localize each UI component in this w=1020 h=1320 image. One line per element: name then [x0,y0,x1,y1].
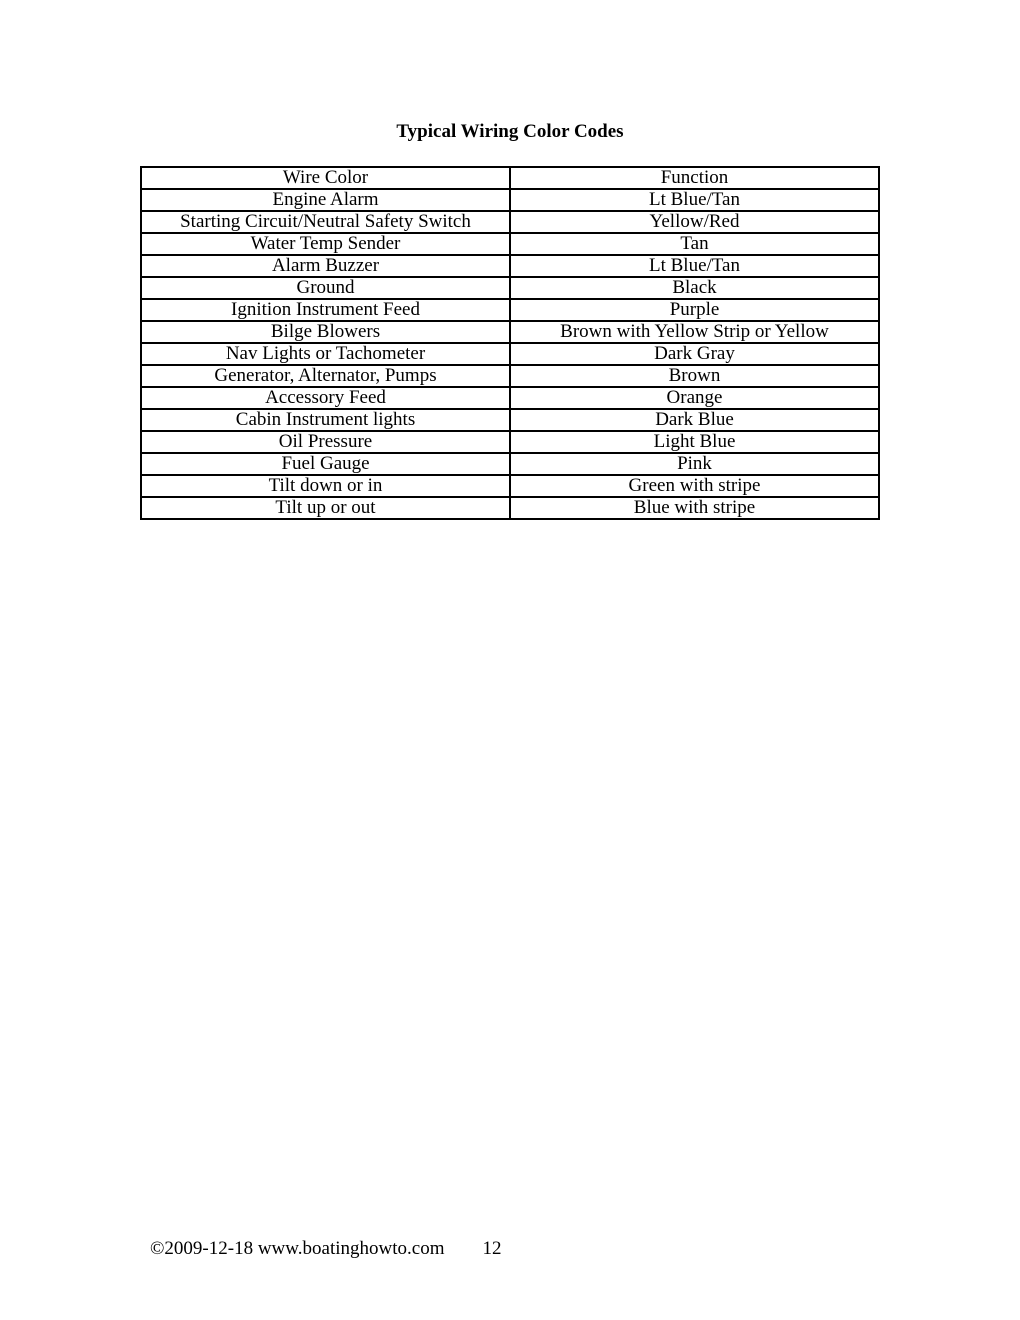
table-cell: Yellow/Red [510,211,879,233]
table-cell: Fuel Gauge [141,453,510,475]
wiring-color-table [140,166,880,520]
table-cell: Dark Gray [510,343,879,365]
table-cell: Brown with Yellow Strip or Yellow [510,321,879,343]
table-cell: Alarm Buzzer [141,255,510,277]
table-cell: Water Temp Sender [141,233,510,255]
table-row [141,475,879,497]
table-row [141,453,879,475]
table-cell: Nav Lights or Tachometer [141,343,510,365]
table-row [141,343,879,365]
table-cell: Lt Blue/Tan [510,255,879,277]
table-cell: Green with stripe [510,475,879,497]
table-row [141,233,879,255]
table-cell: Ignition Instrument Feed [141,299,510,321]
table-header-row [141,167,879,189]
header-wire-color: Wire Color [141,167,510,189]
table-cell: Purple [510,299,879,321]
table-cell: Lt Blue/Tan [510,189,879,211]
table-cell: Cabin Instrument lights [141,409,510,431]
table-cell: Ground [141,277,510,299]
table-row [141,299,879,321]
table-cell: Starting Circuit/Neutral Safety Switch [141,211,510,233]
table-row [141,497,879,519]
table-row [141,189,879,211]
table-cell: Tan [510,233,879,255]
table-cell: Engine Alarm [141,189,510,211]
page-title: Typical Wiring Color Codes [396,121,624,142]
table-cell: Bilge Blowers [141,321,510,343]
table-cell: Brown [510,365,879,387]
table-row [141,387,879,409]
footer-copyright: ©2009-12-18 www.boatinghowto.com [150,1238,445,1259]
table-cell: Accessory Feed [141,387,510,409]
table-cell: Tilt down or in [141,475,510,497]
table-cell: Pink [510,453,879,475]
page-number: 12 [482,1238,502,1259]
table-cell: Black [510,277,879,299]
header-function: Function [510,167,879,189]
table-row [141,211,879,233]
table-cell: Oil Pressure [141,431,510,453]
table-cell: Light Blue [510,431,879,453]
table-cell: Orange [510,387,879,409]
table-cell: Dark Blue [510,409,879,431]
table-row [141,365,879,387]
table-row [141,321,879,343]
table-row [141,409,879,431]
table-row [141,255,879,277]
table-row [141,431,879,453]
table-row [141,277,879,299]
table-cell: Generator, Alternator, Pumps [141,365,510,387]
table-cell: Blue with stripe [510,497,879,519]
table-cell: Tilt up or out [141,497,510,519]
page-footer [150,1237,501,1261]
